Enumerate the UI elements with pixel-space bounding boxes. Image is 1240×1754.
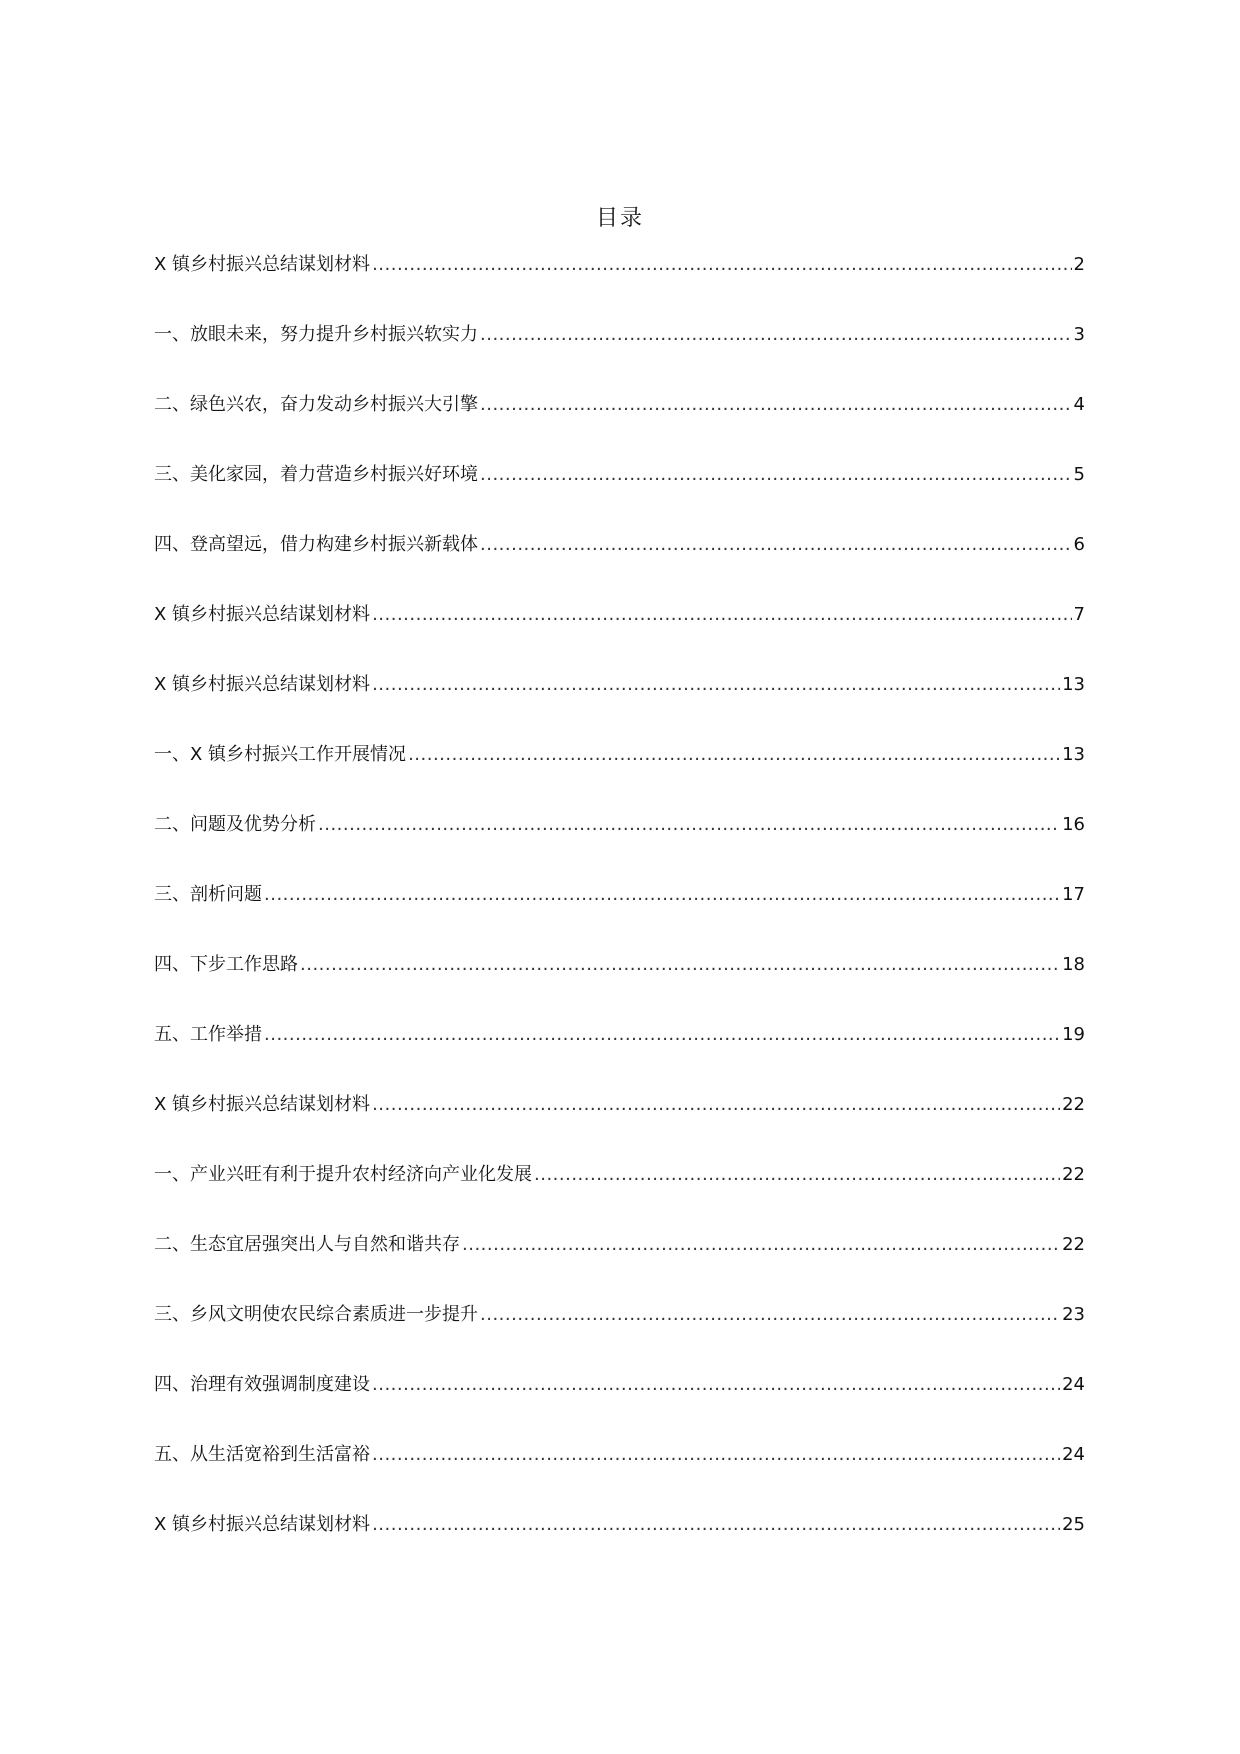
toc-entry[interactable] bbox=[154, 950, 1085, 1020]
toc-dot-leader bbox=[372, 250, 1071, 280]
toc-dot-leader bbox=[300, 950, 1060, 980]
toc-entry-text: X 镇乡村振兴总结谋划材料 bbox=[154, 1094, 371, 1115]
toc-entry-text: X 镇乡村振兴总结谋划材料 bbox=[154, 674, 371, 695]
toc-entry-text: 五、工作举措 bbox=[154, 1024, 262, 1045]
toc-entry-page: 7 bbox=[1073, 604, 1085, 625]
toc-entry-text: 四、治理有效强调制度建设 bbox=[154, 1374, 370, 1395]
toc-entry-text: 三、剖析问题 bbox=[154, 884, 262, 905]
toc-entry-page: 23 bbox=[1062, 1304, 1085, 1325]
toc-entry-page: 19 bbox=[1062, 1024, 1085, 1045]
toc-entry-text: 二、问题及优势分析 bbox=[154, 814, 316, 835]
toc-entry-page: 4 bbox=[1073, 394, 1085, 415]
toc-dot-leader bbox=[408, 740, 1060, 770]
toc-entry-text: 五、从生活宽裕到生活富裕 bbox=[154, 1444, 370, 1465]
toc-dot-leader bbox=[372, 1370, 1060, 1400]
toc-entry-page: 16 bbox=[1062, 814, 1085, 835]
toc-entry[interactable] bbox=[154, 320, 1085, 390]
toc-entry-page: 18 bbox=[1062, 954, 1085, 975]
toc-entry[interactable] bbox=[154, 1160, 1085, 1230]
toc-entry[interactable] bbox=[154, 1510, 1085, 1580]
toc-entry[interactable] bbox=[154, 1020, 1085, 1090]
toc-dot-leader bbox=[462, 1230, 1060, 1260]
toc-entry[interactable] bbox=[154, 600, 1085, 670]
toc-entry-text: 三、乡风文明使农民综合素质进一步提升 bbox=[154, 1304, 478, 1325]
toc-entry[interactable] bbox=[154, 250, 1085, 320]
toc-entry[interactable] bbox=[154, 460, 1085, 530]
toc-entry-page: 22 bbox=[1062, 1164, 1085, 1185]
toc-entry[interactable] bbox=[154, 810, 1085, 880]
toc-entry-text: 一、产业兴旺有利于提升农村经济向产业化发展 bbox=[154, 1164, 532, 1185]
toc-entry-text: 二、绿色兴农，奋力发动乡村振兴大引擎 bbox=[154, 394, 478, 415]
toc-dot-leader bbox=[480, 460, 1072, 490]
toc-entry-text: 四、登高望远，借力构建乡村振兴新载体 bbox=[154, 534, 478, 555]
toc-entry-text: X 镇乡村振兴总结谋划材料 bbox=[154, 604, 371, 625]
toc-entry-text: 四、下步工作思路 bbox=[154, 954, 298, 975]
toc-entry-page: 22 bbox=[1062, 1234, 1085, 1255]
toc-dot-leader bbox=[372, 600, 1071, 630]
toc-entry[interactable] bbox=[154, 1370, 1085, 1440]
toc-entry-page: 24 bbox=[1062, 1444, 1085, 1465]
toc-entry-text: 三、美化家园，着力营造乡村振兴好环境 bbox=[154, 464, 478, 485]
toc-entry-page: 3 bbox=[1073, 324, 1085, 345]
toc-entry-page: 24 bbox=[1062, 1374, 1085, 1395]
toc-entry-text: X 镇乡村振兴总结谋划材料 bbox=[154, 254, 371, 275]
toc-entry[interactable] bbox=[154, 880, 1085, 950]
toc-entry-page: 13 bbox=[1062, 674, 1085, 695]
toc-dot-leader bbox=[480, 530, 1072, 560]
toc-dot-leader bbox=[534, 1160, 1060, 1190]
toc-entry[interactable] bbox=[154, 1230, 1085, 1300]
toc-dot-leader bbox=[318, 810, 1060, 840]
toc-entry-text: 一、放眼未来，努力提升乡村振兴软实力 bbox=[154, 324, 478, 345]
toc-dot-leader bbox=[264, 880, 1060, 910]
toc-entry-page: 13 bbox=[1062, 744, 1085, 765]
toc-entry-text: 二、生态宜居强突出人与自然和谐共存 bbox=[154, 1234, 460, 1255]
toc-entry[interactable] bbox=[154, 390, 1085, 460]
toc-dot-leader bbox=[480, 1300, 1060, 1330]
toc-entry-page: 6 bbox=[1073, 534, 1085, 555]
toc-entry-page: 2 bbox=[1073, 254, 1085, 275]
toc-entry[interactable] bbox=[154, 530, 1085, 600]
toc-entry-page: 5 bbox=[1073, 464, 1085, 485]
toc-dot-leader bbox=[372, 1090, 1060, 1120]
toc-entry-text: X 镇乡村振兴总结谋划材料 bbox=[154, 1514, 371, 1535]
toc-entry-page: 25 bbox=[1062, 1514, 1085, 1535]
toc-title: 目录 bbox=[595, 206, 644, 231]
toc-entry[interactable] bbox=[154, 670, 1085, 740]
toc-dot-leader bbox=[372, 1510, 1060, 1540]
toc-dot-leader bbox=[372, 1440, 1060, 1470]
toc-entry-text: 一、X 镇乡村振兴工作开展情况 bbox=[154, 744, 407, 765]
toc-dot-leader bbox=[372, 670, 1060, 700]
toc-dot-leader bbox=[480, 320, 1072, 350]
toc-entry[interactable] bbox=[154, 1300, 1085, 1370]
toc-entry-page: 17 bbox=[1062, 884, 1085, 905]
toc-entry[interactable] bbox=[154, 1440, 1085, 1510]
toc-entry[interactable] bbox=[154, 1090, 1085, 1160]
toc-entry-page: 22 bbox=[1062, 1094, 1085, 1115]
toc-dot-leader bbox=[480, 390, 1072, 420]
toc-list bbox=[154, 250, 1085, 1580]
toc-dot-leader bbox=[264, 1020, 1060, 1050]
toc-entry[interactable] bbox=[154, 740, 1085, 810]
